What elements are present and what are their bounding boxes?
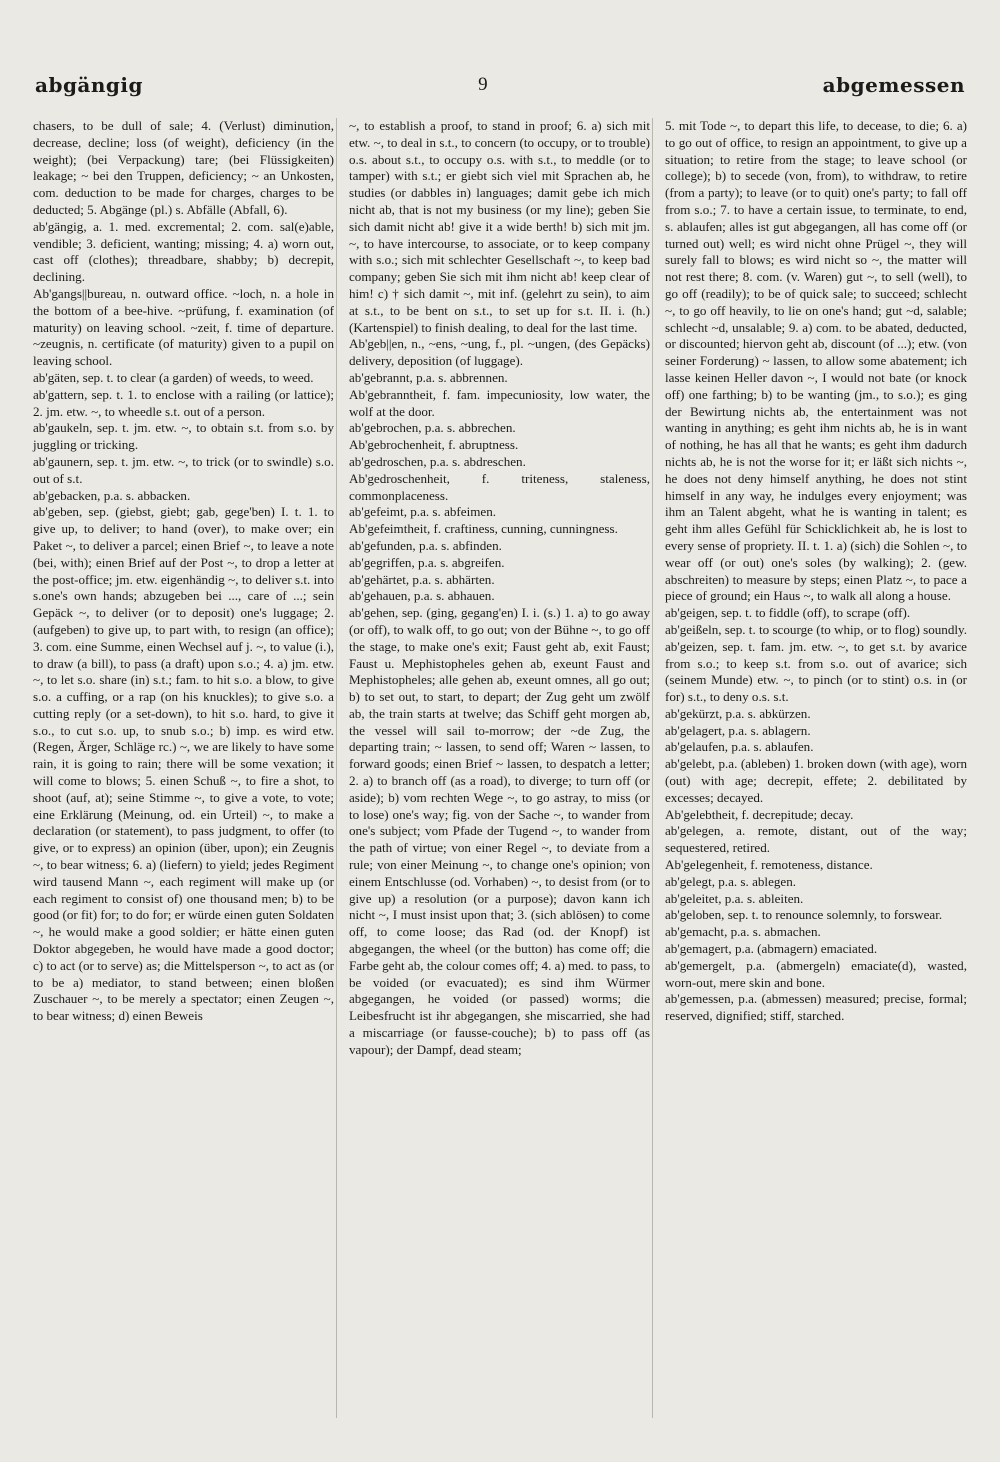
dictionary-entry: Ab'gebrochenheit, f. abruptness.	[349, 437, 519, 453]
head-word-right: abgemessen	[822, 73, 965, 97]
dictionary-entry: ab'geloben, sep. t. to renounce solemnly, to forswear.	[665, 907, 943, 923]
dictionary-entry: ab'gelagert, p.a. s. ablagern.	[665, 722, 811, 738]
dictionary-entry: chasers, to be dull of sale; 4. (Verlust) diminution, decrease, decline; loss (of weight), deficiency (in the weight); (bei Verpackung) tare; (bei Flüssigkeiten) leakage; ~ bei den Truppen, deficiency; ~ an Unkosten, com. deduction to be made for charges, charges to be deducted; 5. Abgänge (pl.) s. Abfälle (Abfall, 6).	[33, 118, 334, 217]
dictionary-entry: ab'gelegt, p.a. s. ablegen.	[665, 873, 797, 889]
dictionary-entry: ab'geißeln, sep. t. to scourge (to whip, or to flog) soundly.	[665, 621, 968, 637]
dictionary-entry: Ab'geb||en, n., ~ens, ~ung, f., pl. ~ungen, (des Gepäcks) delivery, deposition (of luggage).	[349, 336, 650, 369]
dictionary-entry: ab'gefunden, p.a. s. abfinden.	[349, 537, 502, 553]
column-1	[31, 118, 337, 1418]
head-word-left: abgängig	[35, 73, 143, 97]
dictionary-entry: ab'gegriffen, p.a. s. abgreifen.	[349, 554, 505, 570]
dictionary-entry: ab'gelaufen, p.a. s. ablaufen.	[665, 739, 814, 755]
dictionary-entry: ab'gedroschen, p.a. s. abdreschen.	[349, 453, 526, 469]
dictionary-entry: ab'gemergelt, p.a. (abmergeln) emaciate(d), wasted, worn-out, mere skin and bone.	[665, 957, 967, 990]
dictionary-entry: Ab'gelebtheit, f. decrepitude; decay.	[665, 806, 854, 822]
dictionary-entry: ab'gehärtet, p.a. s. abhärten.	[349, 571, 495, 587]
dictionary-entry: ab'gaunern, sep. t. jm. etw. ~, to trick (or to swindle) s.o. out of s.t.	[33, 453, 334, 486]
dictionary-entry: ab'gäten, sep. t. to clear (a garden) of weeds, to weed.	[33, 369, 314, 385]
dictionary-entry: ab'gelegen, a. remote, distant, out of the way; sequestered, retired.	[665, 823, 967, 856]
dictionary-entry: ab'gehen, sep. (ging, gegang'en) I. i. (s.) 1. a) to go away (or off), to walk off, to go out; von der Bühne ~, to go off the stage, to make one's exit; Faust geht ab, exit Faust; Faust u. Mephistopheles gehen ab, exeunt Faust and Mephistopheles; alle gehen ab, exeunt omnes, all go out; b) to set out, to start, to depart; der Zug geht um zwölf ab, the train starts at twelve; das Schiff geht morgen ab, the vessel will sail to-morrow; der ~de Zug, the departing train; ~ lassen, to send off; Waren ~ lassen, to forward goods; einen Brief ~ lassen, to despatch a letter; 2. a) to branch off (as a road), to diverge; to turn off (or aside); b) vom rechten Wege ~, to go astray, to miss (or to lose) one's way; fig. von der Sache ~, to wander from one's subject; vom Pfade der Tugend ~, to wander from the path of virtue; von einer Regel ~, to deviate from a rule; von einer Meinung ~, to change one's opinion; von einem Entschlusse (od. Vorhaben) ~, to desist from (or to give up) a resolution (or a purpose); davon kann ich nicht ~, I must insist upon that; 3. (sich ablösen) to come off, to come loose; das Rad (od. der Knopf) ist abgegangen, the wheel (or the button) has come off; die Farbe geht ab, the colour comes off; 4. a) med. to pass, to be voided (or evacuated); es sind ihm Würmer abgegangen, he voided (or passed) worms; die Leibesfrucht ist ihr abgegangen, she miscarried, she had a miscarriage (or fausse-couche); b) to pass off (as vapour); der Dampf, dead steam;	[349, 605, 650, 1057]
dictionary-entry: ab'gemessen, p.a. (abmessen) measured; precise, formal; reserved, dignified; stiff, starched.	[665, 991, 967, 1024]
running-head	[35, 70, 965, 100]
dictionary-entry: ab'gebrochen, p.a. s. abbrechen.	[349, 420, 516, 436]
dictionary-entry: Ab'gebranntheit, f. fam. impecuniosity, low water, the wolf at the door.	[349, 386, 650, 419]
dictionary-entry: Ab'gedroschenheit, f. triteness, staleness, commonplaceness.	[349, 470, 650, 503]
dictionary-entry: ab'geben, sep. (giebst, giebt; gab, gege'ben) I. t. 1. to give up, to deliver; to hand (over), to make over; ein Paket ~, to deliver a parcel; einen Brief ~, to leave a note (bei, with); einen Brief auf der Post ~, to drop a letter at the post-office; jm. etw. eigenhändig ~, to deliver s.t. into s.one's own hands; abzugeben bei ..., care of ...; sein Gepäck ~, to deliver (or to deposit) one's luggage; 2. (aufgeben) to give up, to part with, to resign (an office); 3. com. eine Summe, einen Wechsel auf j. ~, to value (i.), to draw (a bill), to pass (a draft) upon s.o.; 4. a) jm. etw. ~, to let s.o. share (in) s.t.; fam. to hit s.o. a blow, to give s.o. a cuffing, or a rap (on his knuckles); to give s.o. a cutting reply (or a set-down), to hit s.o. hard, to give it s.o., to cut s.o. up, to snub s.o.; b) imp. es wird etw. (Regen, Ärger, Schläge rc.) ~, we are likely to have some rain, it is going to rain; there will be some vexation; it will come to blows; 5. einen Schuß ~, to fire a shot, to shoot (auf, at); seine Stimme ~, to give a vote, to vote; eine Erklärung (Meinung, od. ein Urteil) ~, to make a declaration (or statement), to pass judgment, to offer (to give, or to express) an opinion (über, upon); ein Zeugnis ~, to bear witness; 6. a) (liefern) to yield; jedes Regiment wird tausend Mann ~, each regiment will make up (or each regiment to consist of) one thousand men; b) to be good (or fit) for; to do for; er würde einen guten Soldaten ~, he would make a good soldier; er hätte einen guten Doktor abgegeben, he would have made a good doctor; c) to act (or to serve) as; die Mittelsperson ~, to act as (or to be a) mediator, to stand between; einen bloßen Zuschauer ~, to be merely a spectator; einen Zeugen ~, to bear witness; d) einen Beweis	[33, 504, 334, 1024]
dictionary-entry: ab'gelebt, p.a. (ableben) 1. broken down (with age), worn (out) with age; decrepit, effete; 2. debilitated by excesses; decayed.	[665, 756, 967, 805]
dictionary-entry: ab'gefeimt, p.a. s. abfeimen.	[349, 504, 497, 520]
page-number: 9	[478, 74, 488, 95]
dictionary-entry: Ab'gangs||bureau, n. outward office. ~loch, n. a hole in the bottom of a bee-hive. ~prüfung, f. examination (of maturity) on leaving school. ~zeit, f. time of departure. ~zeugnis, n. certificate (of maturity) given to a pupil on leaving school.	[33, 285, 334, 369]
text-columns	[31, 118, 969, 1418]
dictionary-entry: ab'geizen, sep. t. fam. jm. etw. ~, to get s.t. by avarice from s.o.; to keep s.t. from s.o. out of avarice; sich (seinem Munde) etw. ~, to pinch (or to stint) o.s. in (or for) s.t., to deny o.s. s.t.	[665, 638, 967, 705]
dictionary-entry: Ab'gefeimtheit, f. craftiness, cunning, cunningness.	[349, 521, 618, 537]
dictionary-entry: Ab'gelegenheit, f. remoteness, distance.	[665, 857, 873, 873]
dictionary-entry: ab'gebrannt, p.a. s. abbrennen.	[349, 369, 508, 385]
dictionary-entry: ab'gekürzt, p.a. s. abkürzen.	[665, 705, 811, 721]
dictionary-entry: ab'gängig, a. 1. med. excremental; 2. com. sal(e)able, vendible; 3. deficient, wanting; missing; 4. a) worn out, cast off (clothes); threadbare, shabby; b) decrepit, declining.	[33, 218, 334, 285]
dictionary-entry: ab'gemagert, p.a. (abmagern) emaciated.	[665, 941, 878, 957]
dictionary-entry: ab'geigen, sep. t. to fiddle (off), to scrape (off).	[665, 605, 911, 621]
dictionary-entry: ab'gehauen, p.a. s. abhauen.	[349, 588, 495, 604]
dictionary-entry: ~, to establish a proof, to stand in proof; 6. a) sich mit etw. ~, to deal in s.t., to concern (to occupy, or to trouble) o.s. about s.t., to occupy o.s. with s.t., to meddle (or to tamper) with s.t.; er giebt sich viel mit Sprachen ab, he studies (or dabbles in) languages; damit gebe ich mich nicht ab, that is not my business (or my line); geben Sie sich damit nicht ab! give it a wide berth! b) sich mit jm. ~, to have intercourse, to associate, or to keep company with s.o.; sich mit schlechter Gesellschaft ~, to keep bad company; geben Sie sich mit ihm nicht ab! keep clear of him! c) † sich damit ~, mit inf. (gelehrt zu sein), to aim at s.t., to be bent on s.t., to set up for s.t. II. i. (h.) (Kartenspiel) to finish dealing, to deal for the last time.	[349, 118, 650, 335]
dictionary-entry: ab'gattern, sep. t. 1. to enclose with a railing (or lattice); 2. jm. etw. ~, to wheedle s.t. out of a person.	[33, 386, 334, 419]
dictionary-entry: ab'geleitet, p.a. s. ableiten.	[665, 890, 804, 906]
column-3	[663, 118, 969, 1418]
dictionary-entry: ab'gaukeln, sep. t. jm. etw. ~, to obtain s.t. from s.o. by juggling or tricking.	[33, 420, 334, 453]
dictionary-entry: 5. mit Tode ~, to depart this life, to decease, to die; 6. a) to go out of office, to resign an appointment, to give up a situation; to retire from the stage; to leave school (or college); b) to secede (von, from), to withdraw, to retire (from a party); to leave (or to quit) one's party; to fall off from s.o.; 7. to have a certain issue, to terminate, to end, s. ablaufen; alles ist gut abgegangen, all has come off (or turned out) well; es wird nicht ohne Prügel ~, they will surely fall to blows; es wird nicht so ~, the matter will not rest there; 8. com. (v. Waren) gut ~, to sell (well), to go off (readily); to be of quick sale; to succeed; schlecht ~, to go off heavily, to lie on one's hand; gut ~d, salable; schlecht ~d, unsalable; 9. a) com. to be abated, deducted, or discounted; hiervon geht ab, discount (of ...); etw. (von seiner Forderung) ~ lassen, to allow some abatement; ich lasse keinen Heller davon ~, I would not bate (or knock off) one farthing; b) to be wanting (jm., to s.o.); es ging der Bewirtung nichts ab, the entertainment was not wanting in anything; es geht ihm nichts ab, he is in want of nothing, he has all that he wants; es geht ihm dadurch nichts ab, he is not the worse for it; er läßt sich nichts ~, he does not deny himself anything, he does not stint himself in any way, he indulges every enjoyment; was ihm an Talent abgeht, what he is wanting in talent; es geht ihm alles Gefühl für Schicklichkeit ab, he is lost to every sense of propriety. II. t. 1. a) (sich) die Sohlen ~, to wear off (or out) one's soles (by walking); 2. (gew. abschreiten) to measure by steps; einen Platz ~, to pace a piece of ground; ein Haus ~, to walk all along a house.	[665, 118, 967, 604]
dictionary-entry: ab'gebacken, p.a. s. abbacken.	[33, 487, 191, 503]
dictionary-entry: ab'gemacht, p.a. s. abmachen.	[665, 924, 821, 940]
column-2	[347, 118, 653, 1418]
